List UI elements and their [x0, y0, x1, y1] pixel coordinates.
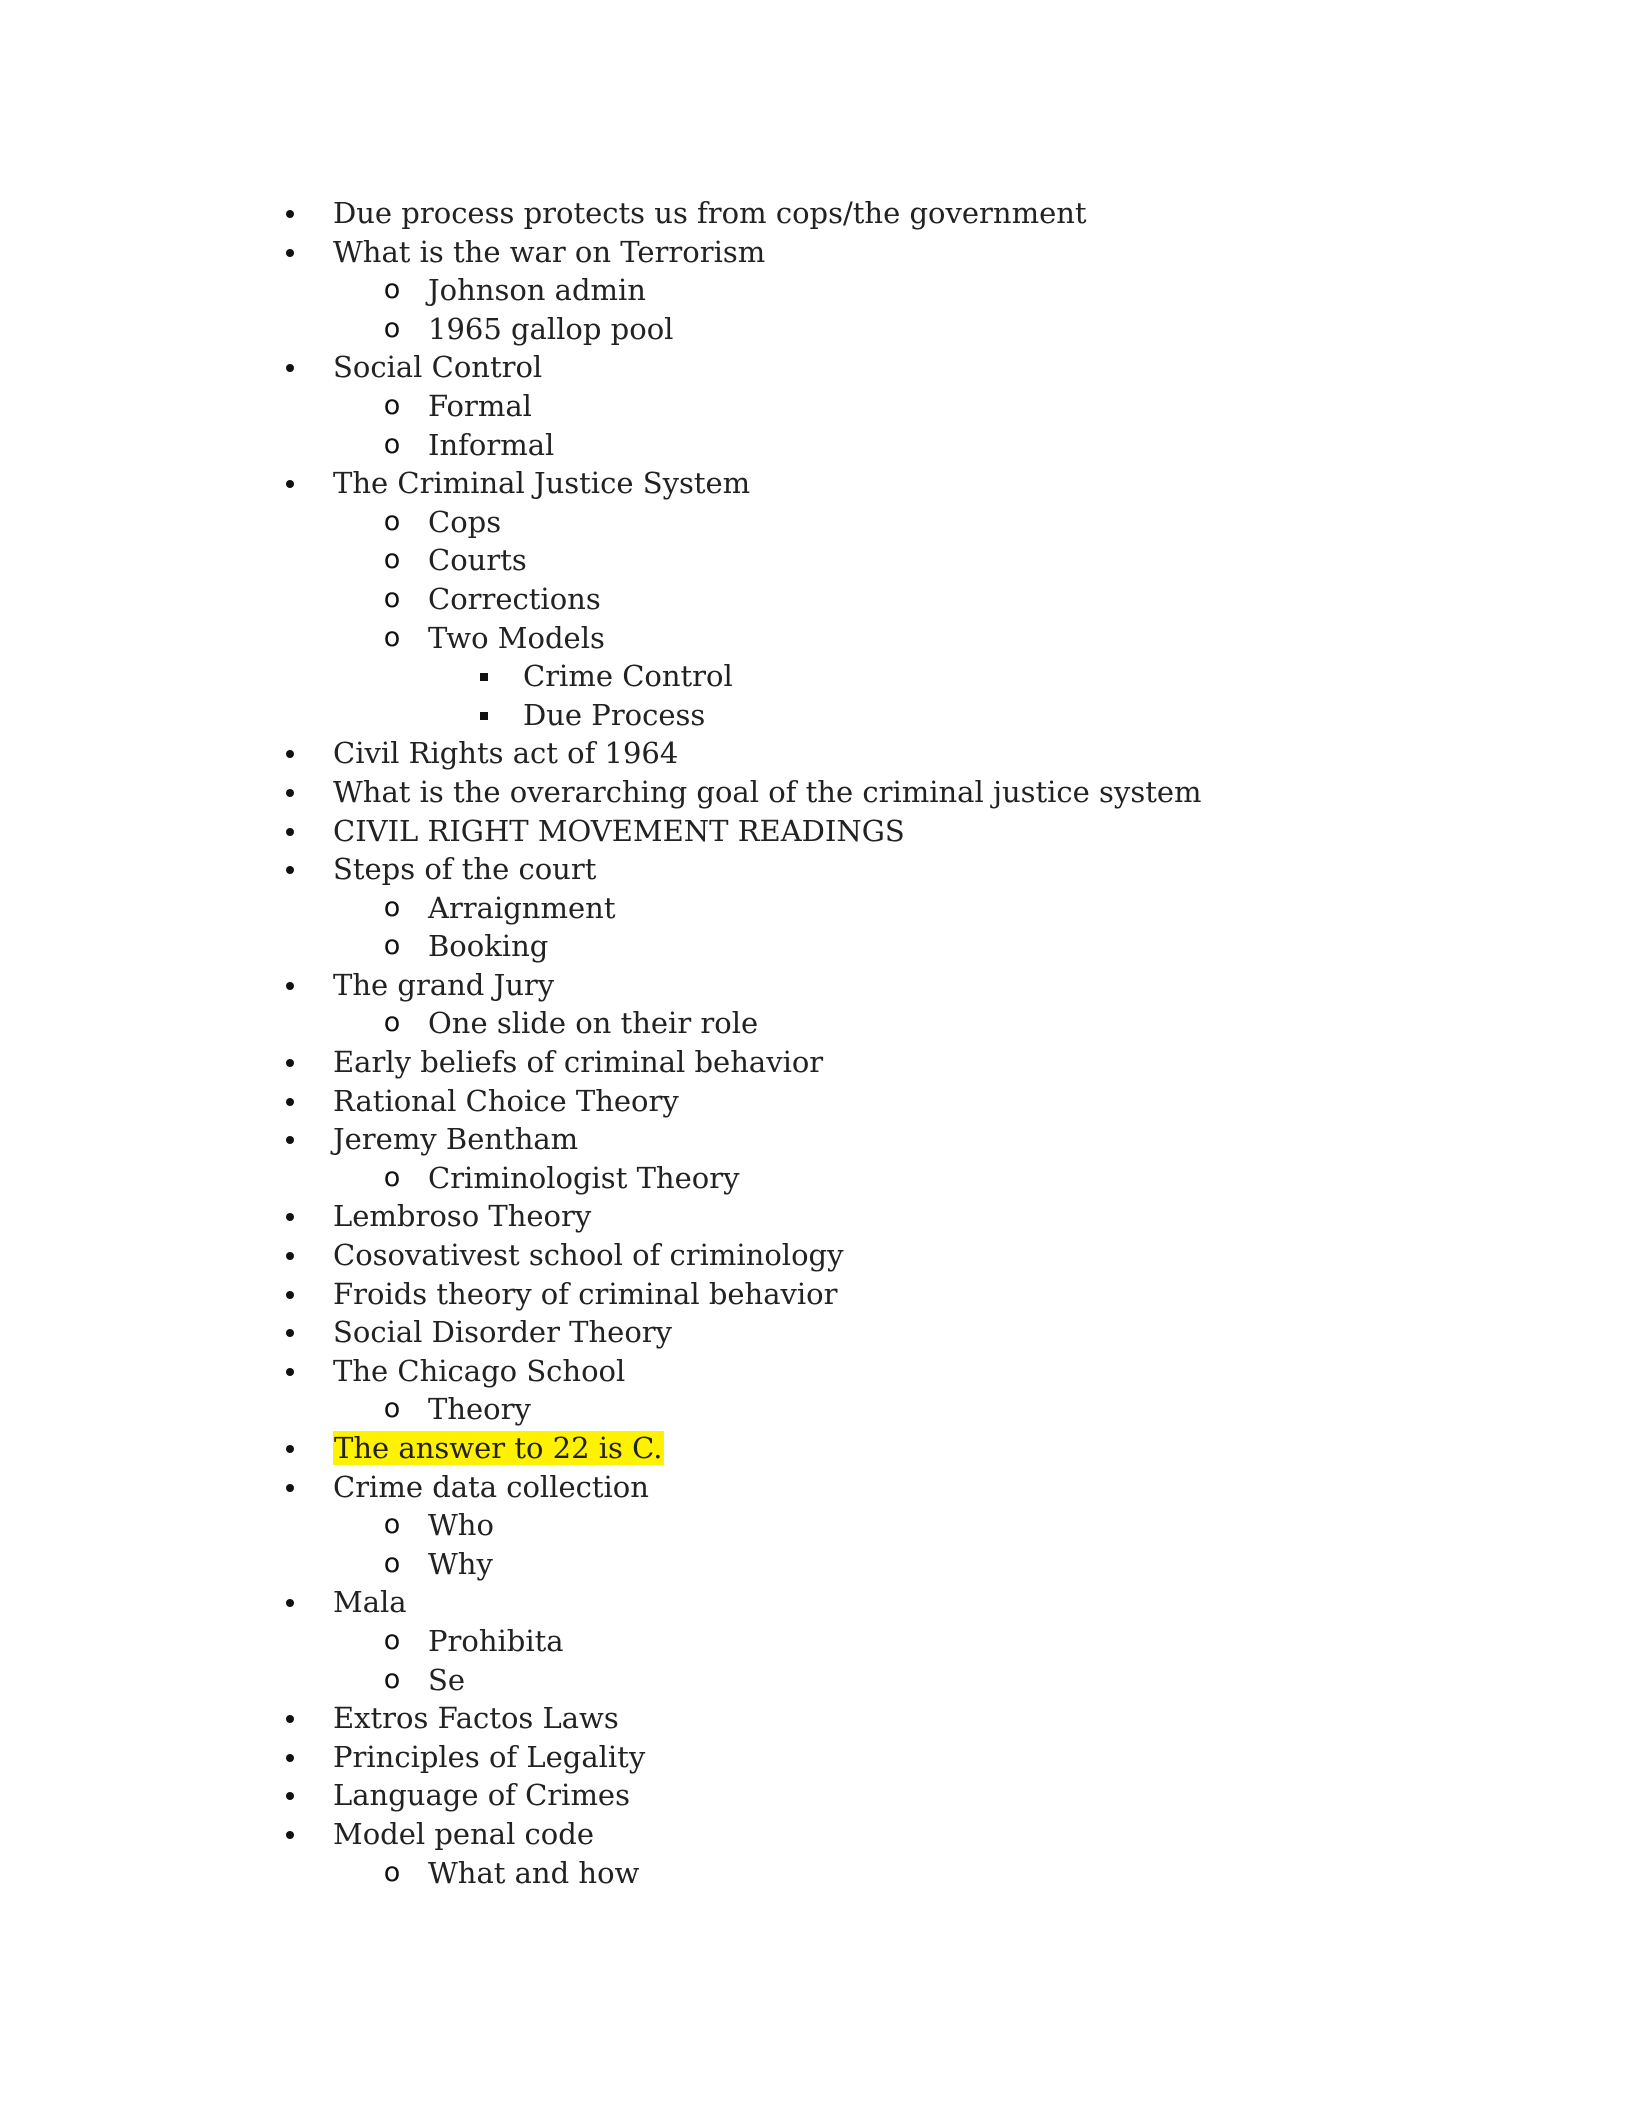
list-item [0, 233, 1640, 272]
list-item-text: Mala [333, 1585, 407, 1620]
sub-list-item [0, 426, 1640, 465]
bullet-circle-marker: o [383, 1663, 401, 1695]
list-item [0, 464, 1640, 503]
list-item-text: What and how [428, 1855, 640, 1890]
sub-list-item [0, 1622, 1640, 1661]
list-item-text: Civil Rights act of 1964 [333, 736, 679, 771]
list-item-text: Se [428, 1662, 466, 1697]
bullet-circle-marker: o [383, 1547, 401, 1579]
list-item-text: Rational Choice Theory [333, 1083, 679, 1118]
list-item [0, 1429, 1640, 1468]
list-item-text: Jeremy Bentham [333, 1122, 579, 1157]
list-item-text: Informal [428, 427, 555, 462]
list-item [0, 1738, 1640, 1777]
sub-list-item [0, 619, 1640, 658]
list-item-text [333, 1429, 664, 1467]
list-item-text: Crime Control [523, 659, 733, 694]
bullet-circle-marker: o [383, 930, 401, 962]
list-item-text: Criminologist Theory [428, 1160, 740, 1195]
list-item-text: Principles of Legality [333, 1739, 646, 1774]
sub-list-item [0, 927, 1640, 966]
sub-list-item [0, 1390, 1640, 1429]
sub-list-item [0, 1506, 1640, 1545]
list-item [0, 1197, 1640, 1236]
sub-list-item [0, 889, 1640, 928]
bullet-circle-marker: o [383, 274, 401, 306]
bullet-circle-marker: o [383, 544, 401, 576]
list-item-text: The Criminal Justice System [333, 466, 751, 501]
list-item-text: Lembroso Theory [333, 1199, 592, 1234]
sub-list-item [0, 310, 1640, 349]
list-item-text: What is the war on Terrorism [333, 234, 766, 269]
list-item-text: Due Process [523, 697, 706, 732]
list-item-text: One slide on their role [428, 1006, 759, 1041]
list-item [0, 966, 1640, 1005]
list-item-text: Why [428, 1546, 493, 1581]
list-item [0, 1313, 1640, 1352]
list-item-text: Theory [428, 1392, 531, 1427]
list-item [0, 1082, 1640, 1121]
sub-list-item [0, 580, 1640, 619]
sub-list-item [0, 1159, 1640, 1198]
list-item-text: 1965 gallop pool [428, 311, 674, 346]
bullet-circle-marker: o [383, 389, 401, 421]
list-item-text: Froids theory of criminal behavior [333, 1276, 838, 1311]
sub-sub-list-item [0, 696, 1640, 735]
list-item [0, 194, 1640, 233]
list-item [0, 734, 1640, 773]
list-item-text: Johnson admin [428, 273, 646, 308]
list-item [0, 348, 1640, 387]
list-item [0, 850, 1640, 889]
sub-list-item [0, 541, 1640, 580]
bullet-circle-marker: o [383, 891, 401, 923]
bullet-circle-marker: o [383, 505, 401, 537]
list-item-text: Due process protects us from cops/the government [333, 196, 1087, 230]
bullet-circle-marker: o [383, 312, 401, 344]
bullet-circle-marker: o [383, 1509, 401, 1541]
highlighted-text: The answer to 22 is C. [334, 1431, 663, 1465]
list-item [0, 1776, 1640, 1815]
list-item [0, 1043, 1640, 1082]
sub-list-item [0, 1545, 1640, 1584]
bulleted-outline [0, 194, 1640, 1892]
list-item-text: Steps of the court [333, 852, 597, 887]
list-item [0, 1236, 1640, 1275]
sub-list-item [0, 503, 1640, 542]
list-item [0, 1468, 1640, 1507]
bullet-circle-marker: o [383, 1161, 401, 1193]
list-item-text: Early beliefs of criminal behavior [333, 1045, 824, 1080]
list-item-text: Booking [428, 929, 549, 964]
sub-list-item [0, 271, 1640, 310]
list-item-text: Language of Crimes [333, 1778, 630, 1813]
list-item-text: Corrections [428, 581, 601, 616]
sub-list-item [0, 387, 1640, 426]
bullet-circle-marker: o [383, 582, 401, 614]
sub-list-item [0, 1004, 1640, 1043]
list-item [0, 773, 1640, 812]
list-item [0, 1583, 1640, 1622]
list-item-text: Cops [428, 504, 502, 539]
list-item-text: Crime data collection [333, 1469, 649, 1504]
list-item-text: Model penal code [333, 1816, 594, 1851]
bullet-circle-marker: o [383, 1393, 401, 1425]
sub-sub-list-item [0, 657, 1640, 696]
bullet-circle-marker: o [383, 621, 401, 653]
bullet-circle-marker: o [383, 1856, 401, 1888]
bullet-circle-marker: o [383, 1624, 401, 1656]
list-item [0, 1352, 1640, 1391]
list-item [0, 1815, 1640, 1854]
list-item-text: Social Control [333, 350, 543, 385]
list-item-text: What is the overarching goal of the criminal justice system [333, 774, 1202, 809]
bullet-circle-marker: o [383, 1007, 401, 1039]
list-item-text: Formal [428, 388, 532, 423]
list-item [0, 1120, 1640, 1159]
list-item-text: The grand Jury [333, 967, 555, 1002]
sub-list-item [0, 1854, 1640, 1893]
list-item-text: Two Models [428, 620, 605, 655]
bullet-circle-marker: o [383, 428, 401, 460]
list-item-text: The Chicago School [333, 1353, 626, 1388]
list-item-text: Social Disorder Theory [333, 1315, 673, 1350]
list-item-text: Extros Factos Laws [333, 1701, 619, 1736]
list-item [0, 812, 1640, 851]
list-item-text: CIVIL RIGHT MOVEMENT READINGS [333, 813, 905, 848]
list-item-text: Cosovativest school of criminology [333, 1238, 844, 1273]
list-item-text: Prohibita [428, 1623, 564, 1658]
list-item-text: Courts [428, 543, 527, 578]
sub-list-item [0, 1661, 1640, 1700]
list-item [0, 1275, 1640, 1314]
list-item-text: Who [428, 1508, 494, 1543]
list-item-text: Arraignment [428, 890, 616, 925]
list-item [0, 1699, 1640, 1738]
